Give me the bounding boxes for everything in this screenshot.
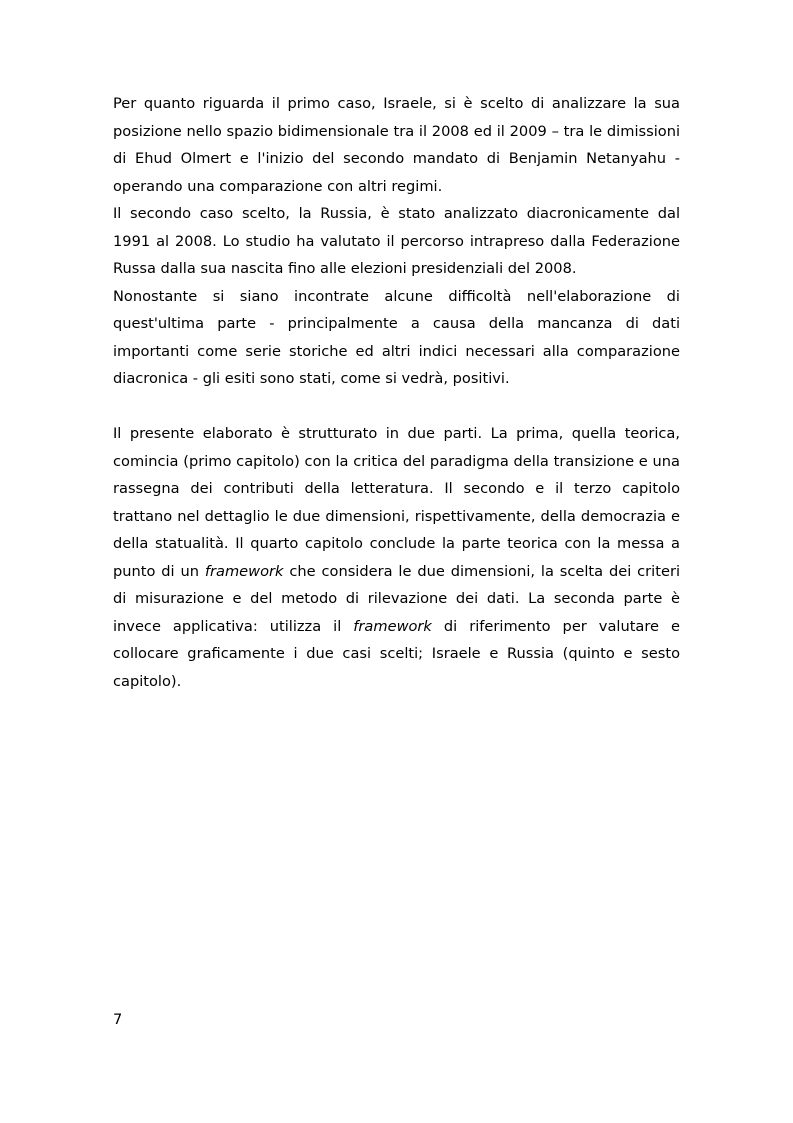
page-number: 7 [113, 1011, 123, 1028]
italic-term: framework [353, 617, 432, 635]
document-body [113, 90, 680, 695]
italic-term: framework [204, 562, 284, 580]
paragraph-israele: Per quanto riguarda il primo caso, Israele, si è scelto di analizzare la sua posizione nello spazio bidimensionale tra il 2008 ed il 2009 – tra le dimissioni di Ehud Olmert e l'inizio del secondo mandato di Benjamin Netanyahu - operando una comparazione con altri regimi. [113, 95, 680, 195]
paragraph-russia: Il secondo caso scelto, la Russia, è stato analizzato diacronicamente dal 1991 al 2008. Lo studio ha valutato il percorso intrapreso dalla Federazione Russa dalla sua nascita fino alle elezioni presidenziali del 2008. [113, 205, 680, 277]
paragraph-difficolta: Nonostante si siano incontrate alcune difficoltà nell'elaborazione di quest'ultima parte - principalmente a causa della mancanza di dati importanti come serie storiche ed altri indici necessari alla comparazione diacronica - gli esiti sono stati, come si vedrà, positivi. [113, 287, 680, 387]
paragraph-struttura [113, 420, 680, 695]
text-segment: Il presente elaborato è strutturato in due parti. La prima, quella teorica, comincia (primo capitolo) con la critica del paradigma della transizione e una rassegna dei contributi della letteratura. Il secondo e il terzo capitolo trattano nel dettaglio le due dimensioni, rispettivamente, della democrazia e della statualità. Il quarto capitolo conclude la parte teorica con la messa a punto di un [113, 425, 680, 580]
paragraph-spacer [113, 393, 680, 421]
text-segment: di riferimento per valutare e collocare graficamente i due casi scelti; Israele e Russia (quinto e sesto capitolo). [113, 617, 680, 690]
text-segment: che considera le due dimensioni, la scelta dei criteri di misurazione e del metodo di rilevazione dei dati. La seconda parte è invece applicativa: utilizza il [113, 562, 680, 635]
